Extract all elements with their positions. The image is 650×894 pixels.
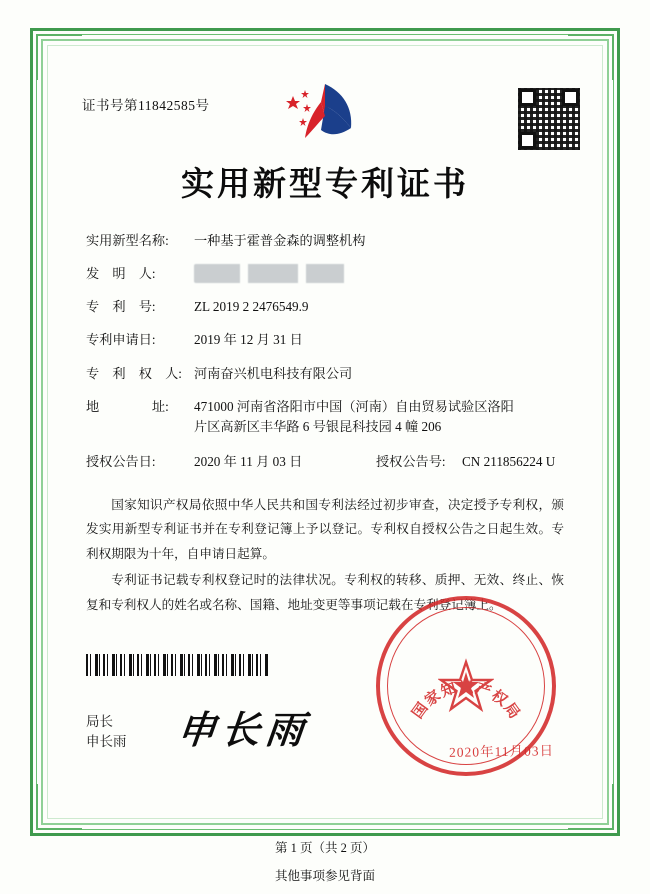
field-value-patentee: 河南奋兴机电科技有限公司 — [194, 365, 353, 381]
seal-char: 国 — [409, 700, 432, 722]
fields-section — [60, 231, 590, 471]
field-row-inventor — [86, 264, 566, 283]
certificate-header — [60, 60, 590, 138]
field-label: 发 明 人: — [86, 266, 156, 282]
field-label: 专 利 权 人: — [86, 365, 182, 381]
cnipa-logo — [277, 82, 373, 148]
announcement-number-value: CN 211856224 U — [462, 453, 556, 469]
footer-note: 其他事项参见背面 — [274, 869, 375, 883]
field-value-invention-name: 一种基于霍普金森的调整机构 — [194, 233, 366, 248]
field-row-invention-name — [86, 231, 566, 250]
seal-char: 知 — [439, 680, 459, 701]
field-row-address — [86, 397, 566, 438]
field-value-inventor — [194, 264, 384, 283]
signature-block — [86, 712, 127, 753]
field-row-patent-number — [86, 297, 566, 316]
announcement-number-label: 授权公告号: — [376, 453, 446, 469]
seal-char: 家 — [422, 687, 444, 710]
director-signature: 申长雨 — [175, 707, 313, 752]
page-number: 第 1 页（共 2 页） — [274, 841, 375, 855]
field-label: 专 利 号: — [86, 299, 156, 315]
certificate-content — [60, 60, 590, 804]
seal-char: 产 — [473, 680, 493, 701]
director-title-label: 局长 — [86, 713, 113, 729]
seal-char: 局 — [500, 700, 523, 722]
page-title: 实用新型专利证书 — [181, 167, 469, 203]
announcement-date-value: 2020 年 11 月 03 日 — [194, 453, 303, 469]
seal-char: 权 — [488, 687, 510, 710]
field-value-application-date: 2019 年 12 月 31 日 — [194, 332, 303, 348]
field-row-announcement — [86, 452, 566, 471]
address-line-1: 471000 河南省洛阳市中国（河南）自由贸易试验区洛阳 — [194, 398, 514, 414]
field-row-application-date — [86, 330, 566, 349]
announcement-number-group — [376, 452, 555, 471]
announcement-date-label: 授权公告日: — [86, 453, 156, 469]
address-line-2: 片区高新区丰华路 6 号银昆科技园 4 幢 206 — [194, 419, 442, 435]
field-value-address — [194, 397, 566, 438]
qr-code-finder-patterns — [518, 88, 580, 150]
director-name-label: 申长雨 — [86, 733, 127, 749]
barcode — [86, 654, 268, 676]
legal-paragraph-2: 专利证书记载专利权登记时的法律状况。专利权的转移、质押、无效、终止、恢复和专利权人的姓名或名称、国籍、地址变更等事项记载在专利登记簿上。 — [86, 573, 564, 612]
seal-char: 识 — [458, 680, 474, 696]
legal-paragraph-1: 国家知识产权局依照中华人民共和国专利法经过初步审查，决定授予专利权，颁发实用新型专利证书并在专利登记簿上予以登记。专利权自授权公告之日起生效。专利权期限为十年，自申请日起算。 — [86, 497, 564, 561]
field-label: 实用新型名称: — [86, 233, 169, 248]
field-value-patent-number: ZL 2019 2 2476549.9 — [194, 299, 309, 315]
field-label: 地 址: — [86, 398, 169, 414]
legal-text-section — [60, 487, 590, 618]
seal-date: 2020年11月03日 — [448, 743, 555, 760]
field-row-patentee — [86, 364, 566, 383]
certificate-number: 证书号第11842585号 — [82, 98, 210, 113]
field-label: 专利申请日: — [86, 332, 156, 348]
